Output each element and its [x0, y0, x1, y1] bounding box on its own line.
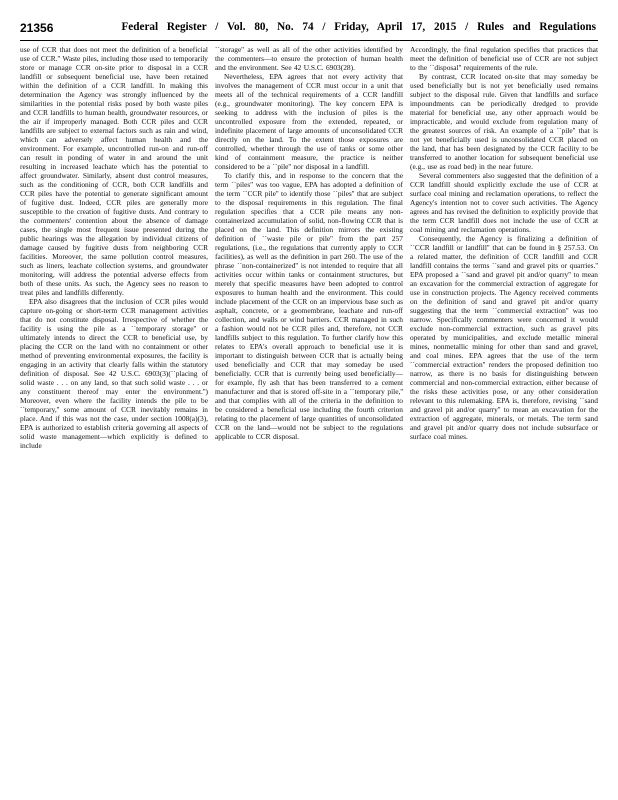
text-column-2: [215, 45, 403, 783]
paragraph: Consequently, the Agency is finalizing a definition of ``CCR landfill or landfill'' that can be found in § 257.53. On a related matter, the definition of CCR landfill and CCR landfill contains the terms ``sand and gravel pits or quarries.'' EPA proposed a ``sand and gravel pit and/or quarry'' to mean an excavation for the commercial extraction of aggregate for use in construction projects. The Agency received comments on the definition of sand and gravel pit and/or quarry suggesting that the term ``commercial extraction'' was too narrow. Specifically commenters were concerned it would exclude non-commercial extraction, such as gravel pits operated by municipalities, and exclude metallic mineral mines, nonmetallic mining for other than sand and gravel, and coal mines. EPA agrees that the use of the term ``commercial extraction'' renders the proposed definition too narrow, as there is no basis for distinguishing between commercial and non-commercial extraction, either because of the risks these activities pose, or any other consideration relevant to this rulemaking. EPA is, therefore, revising ``sand and gravel pit and/or quarry'' to mean an excavation for the extraction of aggregate, minerals, or metals. The term sand and gravel pit and/or quarry does not include subsurface or surface coal mines.: [410, 234, 598, 441]
text-column-1: [20, 45, 208, 783]
paragraph: Nevertheless, EPA agrees that not every activity that involves the management of CCR must occur in a unit that meets all of the technical requirements of a CCR landfill (e.g., groundwater monitoring). The key concern EPA is seeking to address with the inclusion of piles is the uncontrolled exposure from the extended, repeated, or indefinite placement of large amounts of unconsolidated CCR directly on the land. To the extent those exposures are controlled, whether through the use of tanks or some other kind of containment measure, the practice is neither considered to be a ``pile'' nor disposal in a landfill.: [215, 72, 403, 171]
publication-line: Federal Register / Vol. 80, No. 74 / Friday, April 17, 2015 / Rules and Regulations: [121, 21, 596, 33]
header-rule: [20, 40, 598, 41]
paragraph: To clarify this, and in response to the concern that the term ``piles'' was too vague, EPA has adopted a definition of the term ``CCR pile'' to identify those ``piles'' that are subject to the disposal requirements in this regulation. The final regulation specifies that a CCR pile means any non-containerized accumulation of solid, non-flowing CCR that is placed on the land. This definition mirrors the existing definition of ``waste pile or pile'' from the part 257 regulations, (i.e., the regulations that currently apply to CCR facilities), as well as the definition in part 260. The use of the phrase ``non-containerized'' is not intended to require that all activities occur within tanks or containment structures, but merely that specific measures have been adopted to control exposures to human health and the environment. This could include placement of the CCR on an impervious base such as asphalt, concrete, or a geomembrane, leachate and run-off collection, and walls or wind barriers. CCR managed in such a fashion would not be CCR piles and, therefore, not CCR landfills subject to this regulation. To further clarify how this relates to EPA's overall approach to beneficial use it is important to distinguish between CCR that is actually being used beneficially and CCR that may someday be used beneficially. CCR that is currently being used beneficially—for example, fly ash that has been transferred to a cement manufacturer and that is stored off-site in a ``temporary pile,'' and that complies with all of the criteria in the definition to be considered a beneficial use including the fourth criterion relating to the placement of large quantities of unconsolidated CCR on the land—would not be subject to the regulations applicable to CCR disposal.: [215, 171, 403, 441]
page-number: 21356: [20, 21, 54, 35]
paragraph: Accordingly, the final regulation specifies that practices that meet the definition of beneficial use of CCR are not subject to the ``disposal'' requirements of the rule.: [410, 45, 598, 72]
page-header: [20, 18, 598, 38]
text-column-3: [410, 45, 598, 783]
paragraph: EPA also disagrees that the inclusion of CCR piles would capture on-going or short-term CCR management activities that do not constitute disposal. Irrespective of whether the facility is using the pile as a ``temporary storage'' or ultimately intends to direct the CCR to beneficial use, by placing the CCR on the land with no containment or other method of preventing environmental exposures, the facility is engaging in an activity that clearly falls within the statutory definition of disposal. See 42 U.S.C. 6903(3)(``placing of solid waste . . . on any land, so that such solid waste . . . or any constituent thereof may enter the environment.'') Moreover, even where the facility intends the pile to be ``temporary,'' some amount of CCR inevitably remains in place. And if this was not the case, under section 1008(a)(3), EPA is authorized to establish criteria governing all aspects of solid waste management—which explicitly is defined to include: [20, 297, 208, 450]
paragraph: use of CCR that does not meet the definition of a beneficial use of CCR.'' Waste piles, including those used to temporarily store or manage CCR on-site prior to disposal in a CCR landfill or subsequent beneficial use, have been retained within the definition of a CCR landfill. In making this determination the Agency was strongly influenced by the similarities in the potential risks posed by both waste piles and CCR landfills to human health, groundwater resources, or the air if improperly managed. Both CCR piles and CCR landfills are subject to external factors such as rain and wind, which can adversely affect human health and the environment. For example, uncontrolled run-on and run-off can result in ponding of water in and around the unit resulting in increased leachate which has the potential to affect groundwater. Similarly, absent dust control measures, such as the conditioning of CCR, both CCR landfills and CCR piles have the potential to generate significant amount of fugitive dust. Indeed, CCR piles are generally more susceptible to the creation of fugitive dusts. And contrary to the commenters' contention about the absence of damage cases, the single most frequent issue presented during the public hearings was the allegation by individual citizens of damage caused by fugitive dusts from neighboring CCR facilities. Moreover, the same pollution control measures, such as liners, leachate collection systems, and groundwater monitoring, will address the potential adverse effects from both of these units. As such, the Agency sees no reason to treat piles and landfills differently.: [20, 45, 208, 297]
paragraph: By contrast, CCR located on-site that may someday be used beneficially but is not yet beneficially used remains subject to the disposal rule. Given that landfills and surface impoundments can be periodically dredged to provide material for beneficial use, any other approach would be impracticable, and would exclude from regulation many of the greatest sources of risk. An example of a ``pile'' that is not yet beneficially used is unconsolidated CCR placed on the land, that has been designated by the CCR facility to be transferred to another location for subsequent beneficial use (e.g., use as road bed) in the near future.: [410, 72, 598, 171]
paragraph: Several commenters also suggested that the definition of a CCR landfill should explicitly exclude the use of CCR at surface coal mining and reclamation operations, to reflect the Agency's intention not to cover such activities. The Agency agrees and has revised the definition to explicitly provide that the term CCR landfill does not include the use of CCR at coal mining and reclamation operations.: [410, 171, 598, 234]
paragraph: ``storage'' as well as all of the other activities identified by the commenters—to ensure the protection of human health and the environment. See 42 U.S.C. 6903(28).: [215, 45, 403, 72]
